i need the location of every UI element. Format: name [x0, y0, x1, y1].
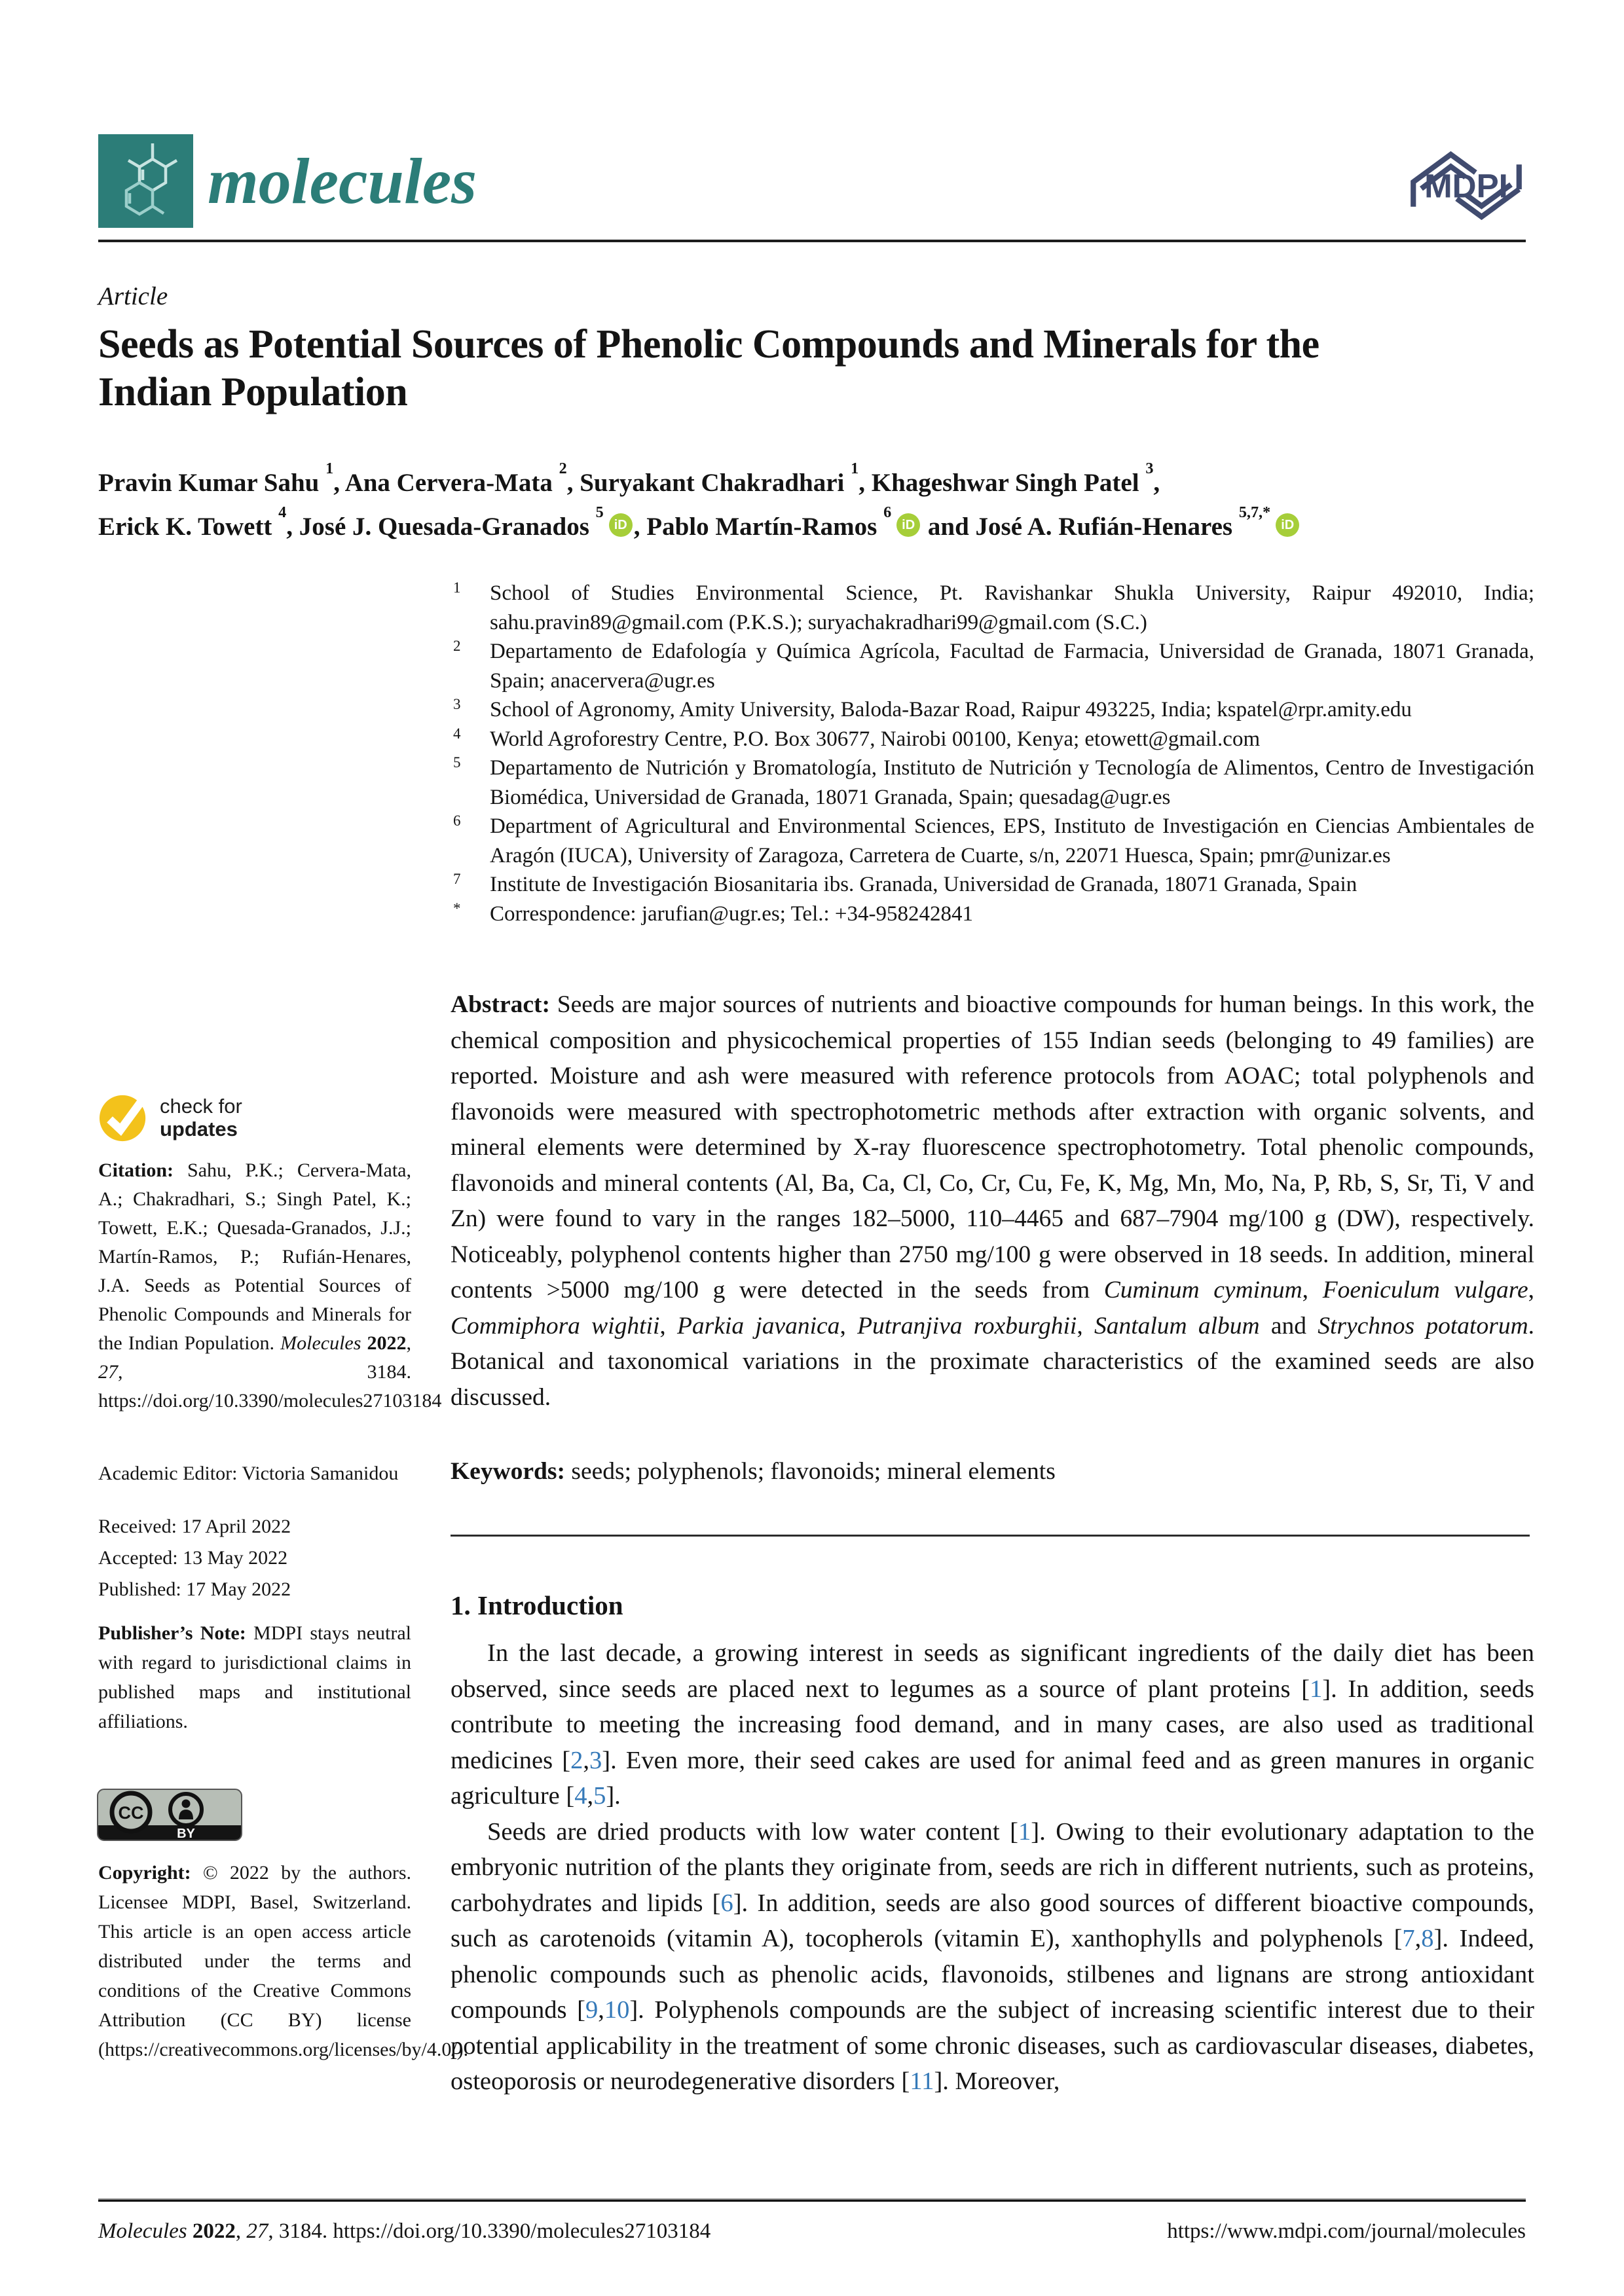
text-segment: Copyright:: [98, 1862, 203, 1884]
citation-ref[interactable]: 3: [589, 1746, 602, 1774]
affiliation-text: School of Agronomy, Amity University, Baloda-Bazar Road, Raipur 493225, India; kspatel@rpr.amity.edu: [490, 698, 1412, 721]
text-segment: Putranjiva roxburghii: [857, 1312, 1077, 1339]
published-date: Published: 17 May 2022: [98, 1578, 291, 1600]
affiliation-text: World Agroforestry Centre, P.O. Box 30677, Nairobi 00100, Kenya; etowett@gmail.com: [490, 727, 1261, 751]
text-segment: Seeds are major sources of nutrients and bioactive compounds for human beings. In this work, the chemical composition and physicochemical properties of 155 Indian seeds (belonging to 49 families) are reported. Moisture and ash were measured with reference protocols from AOAC; total polyphenols and flavonoids were measured with spectrophotometric methods after extraction with organic solvents, and mineral elements were determined by X-ray fluorescence spectrophotometry. Total phenolic compounds, flavonoids and mineral contents (Al, Ba, Ca, Cl, Co, Cr, Cu, Fe, K, Mg, Mn, Mo, Na, P, Rb, S, Sr, Ti, V and Zn) were found to vary in the ranges 182–5000, 110–4465 and 687–7904 mg/100 g (DW), respectively. Noticeably, polyphenol contents higher than 2750 mg/100 g were observed in 18 seeds. In addition, mineral contents >5000 mg/100 g were detected in the seeds from: [451, 991, 1534, 1303]
text-segment: © 2022 by the authors. Licensee MDPI, Basel, Switzerland. This article is an open access article distributed under the terms and conditions of the Creative Commons Attribution (CC BY) license (https://creativecommons.org/licenses/by/4.0/).: [98, 1862, 469, 2060]
text-segment: ]. In addition, seeds contribute to meeting the increasing food demand, and in many cases, are also used as traditional medicines [: [451, 1675, 1535, 1774]
text-segment: 2022: [367, 1332, 407, 1354]
mdpi-logo-text: MDPI: [1424, 167, 1508, 205]
mdpi-logo[interactable]: [1407, 144, 1526, 227]
article-type-label: Article: [98, 282, 168, 310]
author-name: Pravin Kumar Sahu: [98, 469, 326, 497]
section-divider: [451, 1535, 1530, 1537]
author-affiliation-sup: 3: [1145, 459, 1154, 477]
author-line: Pravin Kumar Sahu $^1$, Ana Cervera-Mata $^2$, Suryakant Chakradhari $^1$, Khageshwar Singh Patel $^3$, Erick K. Towett $^4$, José J. Quesada-Granados $^5$iD , Pablo Martín-Ramos $^6$iD and José A. Rufián-Henares $^{5,7,*}$iD: [98, 458, 1500, 546]
text-segment: 2022: [192, 2219, 236, 2243]
author-affiliation-sup: 6: [883, 503, 892, 521]
text-segment: . Botanical and taxonomical variations in the proximate characteristics of the examined seeds are also discussed.: [451, 1312, 1535, 1411]
citation-ref[interactable]: 8: [1421, 1925, 1434, 1952]
affiliation-item: [451, 900, 1534, 929]
text-segment: In the last decade, a growing interest in seeds as significant ingredients of the daily diet has been observed, since seeds are placed next to legumes as a source of plant proteins [: [451, 1639, 1534, 1703]
author-name: Pablo Martín-Ramos: [646, 513, 884, 541]
citation-ref[interactable]: 10: [604, 1996, 630, 2024]
affiliation-number: 4: [453, 725, 461, 742]
affiliation-text: Department of Agricultural and Environmental Sciences, EPS, Instituto de Investigación en Ciencias Ambientales de Aragón (IUCA), University of Zaragoza, Carretera de Cuarte, s/n, 22071 Huesca, Spain; pmr@unizar.es: [490, 814, 1534, 867]
affiliation-text: Departamento de Edafología y Química Agrícola, Facultad de Farmacia, Universidad de Granada, 18071 Granada, Spain; anacervera@ugr.es: [490, 640, 1534, 693]
journal-name: molecules: [208, 145, 477, 217]
text-segment: Strychnos potatorum: [1318, 1312, 1528, 1339]
text-segment: ]. In addition, seeds are also good sources of different bioactive compounds, such as carotenoids (vitamin A), tocopherols (vitamin E), xanthophylls and polyphenols [: [451, 1889, 1535, 1952]
affiliation-list: [451, 579, 1534, 928]
author-name: José A. Rufián-Henares: [975, 513, 1239, 541]
paragraph: [451, 1814, 1534, 2100]
crossmark-line1: check for: [160, 1095, 242, 1118]
text-segment: Seeds are dried products with low water content [: [487, 1817, 1018, 1846]
text-segment: 27: [98, 1361, 118, 1383]
orcid-icon[interactable]: iD: [609, 513, 633, 537]
text-segment: Sahu, P.K.; Cervera-Mata, A.; Chakradhari, S.; Singh Patel, K.; Towett, E.K.; Quesada-Granados, J.J.; Martín-Ramos, P.; Rufián-Henares, J.A. Seeds as Potential Sources of Phenolic Compounds and Minerals for the Indian Population.: [98, 1159, 411, 1354]
footer-journal-link[interactable]: https://www.mdpi.com/journal/molecules: [1167, 2219, 1526, 2243]
text-segment: ]. Moreover,: [934, 2068, 1060, 2095]
introduction-text: [451, 1635, 1534, 2100]
footer-citation[interactable]: [98, 2219, 710, 2244]
affiliation-item: [451, 870, 1534, 900]
author-affiliation-sup: 5,7,*: [1238, 503, 1271, 521]
text-segment: ,: [235, 2219, 247, 2243]
received-date: Received: 17 April 2022: [98, 1516, 291, 1537]
affiliation-number: 1: [453, 579, 461, 596]
cc-by-text: BY: [177, 1827, 195, 1841]
text-segment: Commiphora wightii: [451, 1312, 660, 1339]
molecules-logo-icon: [98, 134, 193, 228]
header-divider: [98, 240, 1526, 242]
author-name: Erick K. Towett: [98, 513, 279, 541]
crossmark-check-icon: [98, 1092, 149, 1143]
abstract: [451, 987, 1534, 1415]
text-segment: ,: [406, 1332, 412, 1354]
text-segment: Parkia javanica: [677, 1312, 840, 1339]
crossmark-label: [160, 1095, 242, 1140]
person-icon: [170, 1794, 202, 1825]
paragraph: [451, 1635, 1534, 1814]
text-segment: Keywords:: [451, 1458, 572, 1485]
text-segment: Abstract:: [451, 991, 557, 1018]
text-segment: , 3184. https://doi.org/10.3390/molecules27103184: [98, 1361, 442, 1412]
copyright-statement: [98, 1858, 469, 2064]
affiliation-number: 5: [453, 754, 461, 771]
text-segment: ,: [1077, 1312, 1094, 1339]
publishers-note: [98, 1618, 411, 1736]
affiliation-number: 3: [453, 696, 461, 712]
author-name: Suryakant Chakradhari: [580, 469, 851, 497]
text-segment: and: [1259, 1312, 1318, 1339]
text-segment: ,: [598, 1996, 604, 2024]
footer-divider: [98, 2198, 1526, 2202]
author-affiliation-sup: 1: [851, 459, 859, 477]
citation-block: [98, 1156, 442, 1415]
citation-ref[interactable]: 2: [570, 1746, 583, 1774]
page-title: Seeds as Potential Sources of Phenolic Compounds and Minerals for the Indian Population: [98, 322, 1320, 414]
accepted-date: Accepted: 13 May 2022: [98, 1547, 288, 1569]
author-name: José J. Quesada-Granados: [299, 513, 596, 541]
text-segment: ,: [1414, 1925, 1422, 1952]
section-heading: 1. Introduction: [451, 1590, 623, 1620]
citation-ref[interactable]: 1: [1018, 1817, 1031, 1846]
cc-text: CC: [118, 1803, 144, 1823]
affiliation-number: 7: [453, 871, 461, 887]
text-segment: ,: [587, 1782, 594, 1810]
citation-ref[interactable]: 5: [593, 1782, 606, 1810]
text-segment: , 3184. https://doi.org/10.3390/molecules27103184: [268, 2219, 711, 2243]
affiliation-number: *: [453, 900, 461, 917]
affiliation-item: [451, 695, 1534, 725]
text-segment: MDPI stays neutral with regard to jurisdictional claims in published maps and institutional affiliations.: [98, 1622, 411, 1732]
affiliation-text: School of Studies Environmental Science, Pt. Ravishankar Shukla University, Raipur 492010, India; sahu.pravin89@gmail.com (P.K.S.); suryachakradhari99@gmail.com (S.C.): [490, 581, 1534, 634]
affiliation-text: Correspondence: jarufian@ugr.es; Tel.: +34-958242841: [490, 902, 974, 926]
text-segment: Santalum album: [1094, 1312, 1260, 1339]
text-segment: Publisher’s Note:: [98, 1622, 254, 1644]
citation-ref[interactable]: 9: [585, 1996, 599, 2024]
citation-ref[interactable]: 11: [910, 2068, 934, 2095]
keywords: [451, 1457, 1534, 1485]
orcid-icon[interactable]: iD: [896, 513, 920, 537]
author-affiliation-sup: 1: [325, 459, 334, 477]
text-segment: ,: [840, 1312, 858, 1339]
text-segment: 27: [246, 2219, 268, 2243]
text-segment: Molecules: [280, 1332, 367, 1354]
citation-ref[interactable]: 1: [1310, 1675, 1323, 1703]
affiliation-number: 6: [453, 812, 461, 829]
affiliation-item: [451, 812, 1534, 870]
affiliation-item: [451, 579, 1534, 637]
academic-editor: Academic Editor: Victoria Samanidou: [98, 1463, 399, 1484]
text-segment: ]. Even more, their seed cakes are used for animal feed and as green manures in organic agriculture [: [451, 1746, 1534, 1810]
affiliation-number: 2: [453, 638, 461, 654]
text-segment: seeds; polyphenols; flavonoids; mineral elements: [571, 1458, 1056, 1485]
author-affiliation-sup: 4: [278, 503, 287, 521]
text-segment: Foeniculum vulgare: [1322, 1277, 1528, 1303]
affiliation-text: Institute de Investigación Biosanitaria ibs. Granada, Universidad de Granada, 18071 Granada, Spain: [490, 873, 1357, 896]
citation-ref[interactable]: 4: [574, 1782, 587, 1810]
crossmark-line2: updates: [160, 1118, 238, 1140]
citation-ref[interactable]: 7: [1402, 1925, 1415, 1952]
article-dates: [98, 1511, 411, 1605]
text-segment: Cuminum cyminum: [1103, 1277, 1302, 1303]
citation-ref[interactable]: 6: [720, 1889, 733, 1917]
text-segment: ,: [659, 1312, 677, 1339]
affiliation-item: [451, 725, 1534, 754]
text-segment: Molecules: [98, 2219, 193, 2243]
author-name: Khageshwar Singh Patel: [871, 469, 1146, 497]
text-segment: ,: [1302, 1277, 1323, 1303]
check-for-updates-badge[interactable]: [98, 1092, 242, 1143]
affiliation-item: [451, 754, 1534, 812]
author-affiliation-sup: 2: [559, 459, 567, 477]
text-segment: ,: [583, 1746, 589, 1774]
affiliation-text: Departamento de Nutrición y Bromatología, Instituto de Nutrición y Tecnología de Alimentos, Centro de Investigación Biomédica, Universidad de Granada, 18071 Granada, Spain; quesadag@ugr.es: [490, 756, 1534, 809]
author-name: Ana Cervera-Mata: [344, 469, 559, 497]
text-segment: ,: [1528, 1277, 1534, 1303]
text-segment: ]. Indeed, phenolic compounds such as phenolic acids, flavonoids, stilbenes and lignans are strong antioxidant compounds [: [451, 1925, 1534, 2024]
orcid-icon[interactable]: iD: [1276, 513, 1299, 537]
affiliation-item: [451, 637, 1534, 695]
text-segment: ]. Polyphenols compounds are the subject of increasing scientific interest due to their potential applicability in the treatment of some chronic diseases, such as cardiovascular diseases, diabetes, osteoporosis or neurodegenerative disorders [: [451, 1996, 1535, 2095]
text-segment: Citation:: [98, 1159, 188, 1181]
text-segment: ].: [606, 1782, 621, 1810]
cc-by-license-badge[interactable]: [97, 1789, 242, 1841]
molecules-logo[interactable]: [98, 134, 477, 228]
author-affiliation-sup: 5: [595, 503, 604, 521]
text-segment: ]. Owing to their evolutionary adaptation to the embryonic nutrition of the plants they originate from, seeds are rich in different nutrients, such as proteins, carbohydrates and lipids [: [451, 1817, 1534, 1917]
